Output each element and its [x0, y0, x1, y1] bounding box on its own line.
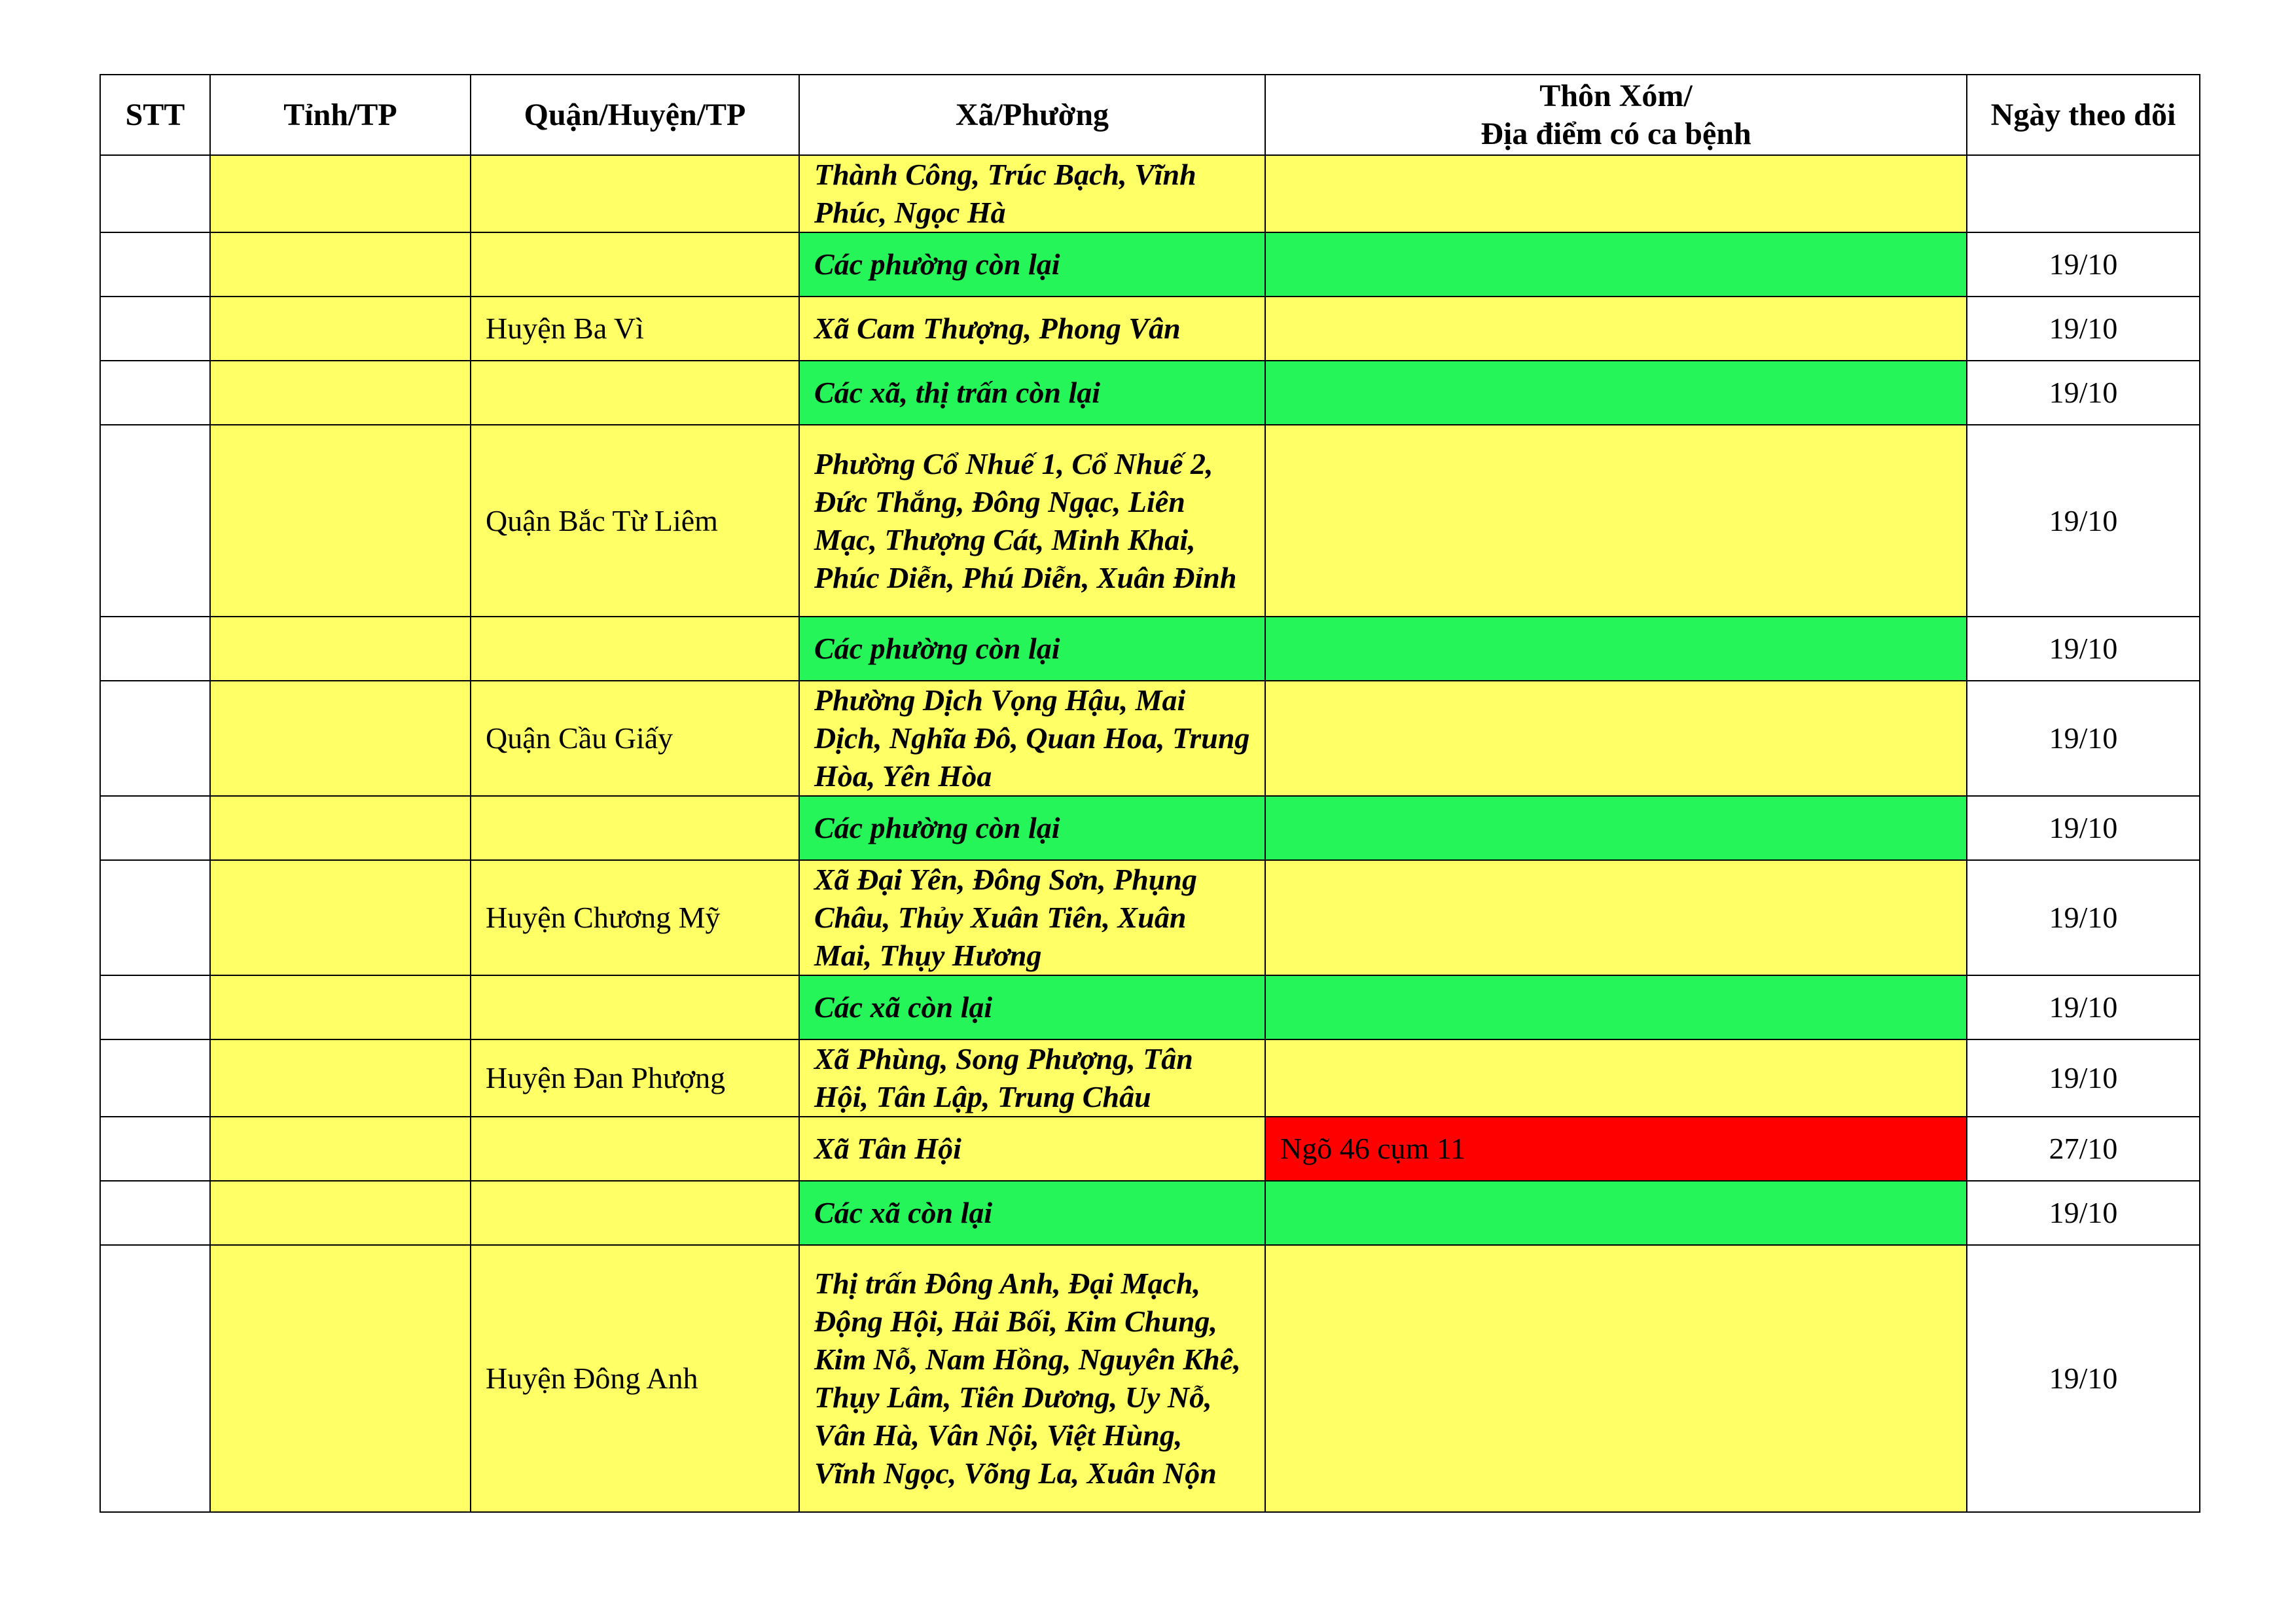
date-cell: [1967, 155, 2200, 232]
date-cell: 19/10: [1967, 796, 2200, 860]
district-cell: [471, 796, 799, 860]
hamlet-cell: [1265, 617, 1967, 681]
table-row: [100, 975, 2200, 1039]
table-row: [100, 681, 2200, 796]
header-commune: Xã/Phường: [799, 75, 1265, 155]
header-stt: STT: [100, 75, 210, 155]
header-province: Tỉnh/TP: [210, 75, 471, 155]
province-cell: [210, 1117, 471, 1181]
province-cell: [210, 1245, 471, 1512]
date-cell: 19/10: [1967, 425, 2200, 617]
stt-cell: [100, 1117, 210, 1181]
district-cell: [471, 361, 799, 425]
district-cell: Quận Bắc Từ Liêm: [471, 425, 799, 617]
date-cell: 19/10: [1967, 617, 2200, 681]
header-hamlet-line2: Địa điểm có ca bệnh: [1480, 116, 1751, 151]
table-header-row: [100, 75, 2200, 155]
province-cell: [210, 617, 471, 681]
province-cell: [210, 425, 471, 617]
commune-cell: Các xã còn lại: [799, 975, 1265, 1039]
header-hamlet: [1265, 75, 1967, 155]
province-cell: [210, 155, 471, 232]
hamlet-cell: [1265, 1181, 1967, 1245]
stt-cell: [100, 681, 210, 796]
table-row: [100, 796, 2200, 860]
commune-cell: Các xã, thị trấn còn lại: [799, 361, 1265, 425]
hamlet-cell: [1265, 1039, 1967, 1117]
commune-cell: Thị trấn Đông Anh, Đại Mạch, Động Hội, Hải Bối, Kim Chung, Kim Nỗ, Nam Hồng, Nguyên Khê, Thụy Lâm, Tiên Dương, Uy Nỗ, Vân Hà, Vân Nội, Việt Hùng, Vĩnh Ngọc, Võng La, Xuân Nộn: [799, 1245, 1265, 1512]
district-cell: [471, 1117, 799, 1181]
commune-cell: Thành Công, Trúc Bạch, Vĩnh Phúc, Ngọc Hà: [799, 155, 1265, 232]
stt-cell: [100, 425, 210, 617]
district-cell: [471, 155, 799, 232]
commune-cell: Các phường còn lại: [799, 796, 1265, 860]
hamlet-cell: [1265, 297, 1967, 361]
table-row: [100, 297, 2200, 361]
table-row: [100, 1245, 2200, 1512]
province-cell: [210, 361, 471, 425]
stt-cell: [100, 1181, 210, 1245]
hamlet-cell: [1265, 796, 1967, 860]
hamlet-cell: [1265, 155, 1967, 232]
commune-cell: Phường Dịch Vọng Hậu, Mai Dịch, Nghĩa Đô, Quan Hoa, Trung Hòa, Yên Hòa: [799, 681, 1265, 796]
district-cell: [471, 232, 799, 297]
hamlet-cell: [1265, 425, 1967, 617]
date-cell: 19/10: [1967, 361, 2200, 425]
stt-cell: [100, 1245, 210, 1512]
table-row: [100, 1117, 2200, 1181]
header-hamlet-line1: Thôn Xóm/: [1539, 78, 1693, 113]
table-row: [100, 860, 2200, 975]
district-cell: [471, 1181, 799, 1245]
stt-cell: [100, 796, 210, 860]
hamlet-cell: [1265, 681, 1967, 796]
commune-cell: Các phường còn lại: [799, 617, 1265, 681]
date-cell: 19/10: [1967, 975, 2200, 1039]
province-cell: [210, 297, 471, 361]
table-row: [100, 361, 2200, 425]
province-cell: [210, 860, 471, 975]
province-cell: [210, 1039, 471, 1117]
date-cell: 19/10: [1967, 681, 2200, 796]
header-district: Quận/Huyện/TP: [471, 75, 799, 155]
commune-cell: Xã Phùng, Song Phượng, Tân Hội, Tân Lập, Trung Châu: [799, 1039, 1265, 1117]
district-cell: Huyện Ba Vì: [471, 297, 799, 361]
stt-cell: [100, 1039, 210, 1117]
district-cell: Huyện Đông Anh: [471, 1245, 799, 1512]
date-cell: 19/10: [1967, 1039, 2200, 1117]
table-body: [100, 155, 2200, 1512]
hamlet-cell: Ngõ 46 cụm 11: [1265, 1117, 1967, 1181]
header-date: Ngày theo dõi: [1967, 75, 2200, 155]
commune-cell: Phường Cổ Nhuế 1, Cổ Nhuế 2, Đức Thắng, Đông Ngạc, Liên Mạc, Thượng Cát, Minh Khai, Phúc Diễn, Phú Diễn, Xuân Đỉnh: [799, 425, 1265, 617]
date-cell: 19/10: [1967, 232, 2200, 297]
province-cell: [210, 232, 471, 297]
table-row: [100, 425, 2200, 617]
date-cell: 19/10: [1967, 860, 2200, 975]
commune-cell: Xã Đại Yên, Đông Sơn, Phụng Châu, Thủy Xuân Tiên, Xuân Mai, Thụy Hương: [799, 860, 1265, 975]
table-row: [100, 155, 2200, 232]
date-cell: 19/10: [1967, 297, 2200, 361]
table-row: [100, 232, 2200, 297]
stt-cell: [100, 232, 210, 297]
province-cell: [210, 681, 471, 796]
province-cell: [210, 1181, 471, 1245]
hamlet-cell: [1265, 975, 1967, 1039]
hamlet-cell: [1265, 1245, 1967, 1512]
commune-cell: Các xã còn lại: [799, 1181, 1265, 1245]
table-row: [100, 1039, 2200, 1117]
district-cell: [471, 617, 799, 681]
commune-cell: Xã Cam Thượng, Phong Vân: [799, 297, 1265, 361]
table-row: [100, 1181, 2200, 1245]
date-cell: 27/10: [1967, 1117, 2200, 1181]
hamlet-cell: [1265, 361, 1967, 425]
commune-cell: Xã Tân Hội: [799, 1117, 1265, 1181]
covid-zone-table: [99, 74, 2200, 1513]
date-cell: 19/10: [1967, 1245, 2200, 1512]
province-cell: [210, 796, 471, 860]
district-cell: Huyện Chương Mỹ: [471, 860, 799, 975]
stt-cell: [100, 155, 210, 232]
province-cell: [210, 975, 471, 1039]
stt-cell: [100, 617, 210, 681]
hamlet-cell: [1265, 232, 1967, 297]
commune-cell: Các phường còn lại: [799, 232, 1265, 297]
hamlet-cell: [1265, 860, 1967, 975]
stt-cell: [100, 975, 210, 1039]
stt-cell: [100, 860, 210, 975]
district-cell: Quận Cầu Giấy: [471, 681, 799, 796]
district-cell: [471, 975, 799, 1039]
date-cell: 19/10: [1967, 1181, 2200, 1245]
table-row: [100, 617, 2200, 681]
district-cell: Huyện Đan Phượng: [471, 1039, 799, 1117]
stt-cell: [100, 361, 210, 425]
stt-cell: [100, 297, 210, 361]
